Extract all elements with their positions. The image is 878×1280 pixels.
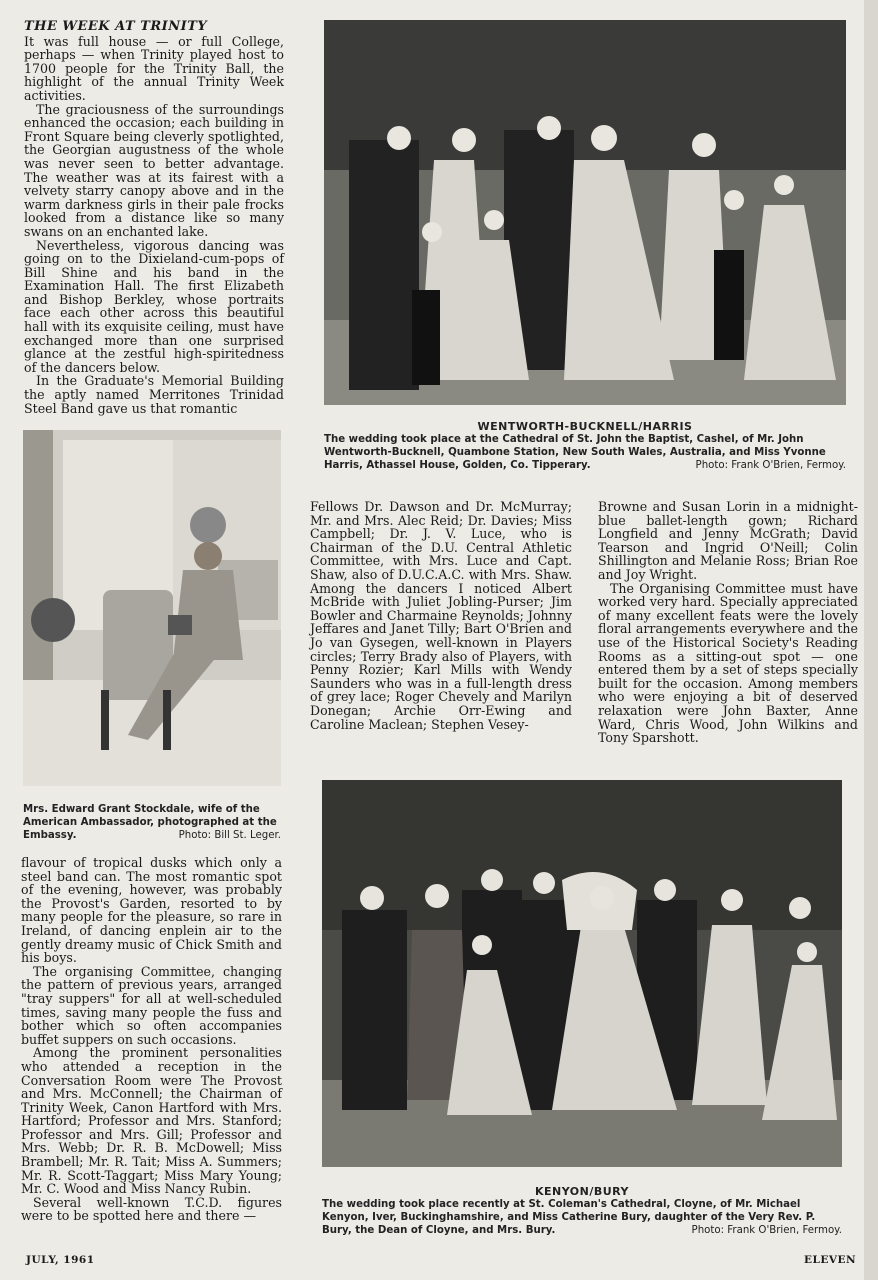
article-paragraph: flavour of tropical dusks which only a steel band can. The most romantic spot of the evening, however, was probably the Provost's Garden, resorted to by many people for the pleasure, so rare in Ireland, of dancing enplein air to the gently dreamy music of Chick Smith and his boys. <box>21 855 282 966</box>
photo-credit: Photo: Bill St. Leger. <box>178 830 281 841</box>
article-column-3 <box>598 500 858 745</box>
caption-text: The wedding took place at the Cathedral of St. John the Baptist, Cashel, of Mr. John Wentworth-Bucknell, Quambone Station, New South Wales, Australia, and Miss Yvonne Harris, Athassel House, Golden, Co. Tipperary. <box>324 434 826 471</box>
caption-text: The wedding took place recently at St. Coleman's Cathedral, Cloyne, of Mr. Michael Kenyon, Iver, Buckinghamshire, and Miss Catherine Bury, daughter of the Very Rev. P. Bury, the Dean of Cloyne, and Mrs. Bury. <box>322 1199 816 1236</box>
caption-title: WENTWORTH-BUCKNELL/HARRIS <box>477 420 693 433</box>
caption-text: Mrs. Edward Grant Stockdale, wife of the American Ambassador, photographed at the Embassy. <box>23 804 277 841</box>
article-paragraph: In the Graduate's Memorial Building the aptly named Merritones Trinidad Steel Band gave us that romantic <box>24 373 284 416</box>
article-paragraph: The Organising Committee must have worked very hard. Specially appreciated of many excellent feats were the lovely floral arrangements everywhere and the use of the Historical Society's Reading Rooms as a sitting-out spot — one entered them by a set of steps specially built for the occasion. Among members who were enjoying a bit of deserved relaxation were John Baxter, Anne Ward, Chris Wood, John Wilkins and Tony Sparshott. <box>598 580 858 746</box>
article-paragraph: Fellows Dr. Dawson and Dr. McMurray; Mr. and Mrs. Alec Reid; Dr. Davies; Miss Campbell; Dr. J. V. Luce, who is Chairman of the D.U. Central Athletic Committee, with Mrs. Luce and Capt. Shaw, also of D.U.C.A.C. with Mrs. Shaw. Among the dancers I noticed Albert McBride with Juliet Jobling-Purser; Jim Bowler and Charmaine Reynolds; Johnny Jeffares and Janet Tilly; Bart O'Brien and Jo van Gysegen, well-known in Players circles; Terry Brady also of Players, with Penny Rozier; Karl Mills with Wendy Saunders who was in a full-length dress of grey lace; Roger Chevely and Marilyn Donegan; Archie Orr-Ewing and Caroline Maclean; Stephen Vesey- <box>310 499 572 732</box>
article-paragraph: The graciousness of the surroundings enhanced the occasion; each building in Front Square being cleverly spotlighted, the Georgian augustness of the whole was never seen to better advantage. The weather was at its fairest with a velvety starry canopy above and in the warm darkness girls in their pale frocks looked from a distance like so many swans on an enchanted lake. <box>24 101 284 239</box>
article-column-1-lower <box>21 856 282 1223</box>
portrait-photo-stockdale <box>23 430 281 786</box>
footer-date: JULY, 1961 <box>26 1254 95 1266</box>
wedding-photo-wentworth-bucknell <box>324 20 846 405</box>
wedding-photo-kenyon-bury <box>322 780 842 1167</box>
article-paragraph: Nevertheless, vigorous dancing was going on to the Dixieland-cum-pops of Bill Shine and his band in the Examination Hall. The first Elizabeth and Bishop Berkley, whose portraits face each other across this beautiful hall with its exquisite ceiling, must have exchanged more than one surprised glance at the zestful high-spiritedness of the dancers below. <box>24 237 284 375</box>
article-paragraph: The organising Committee, changing the pattern of previous years, arranged "tray suppers" for all at well-scheduled times, saving many people the fuss and bother which so often accompanies buffet suppers on such occasions. <box>21 963 282 1047</box>
article-paragraph: Browne and Susan Lorin in a midnight-blue ballet-length gown; Richard Longfield and Jenny McGrath; David Tearson and Ingrid O'Neill; Colin Shillington and Melanie Ross; Brian Roe and Joy Wright. <box>598 499 858 582</box>
article-column-2 <box>310 500 572 731</box>
article-heading: THE WEEK AT TRINITY <box>24 19 208 34</box>
article-paragraph: Among the prominent personalities who attended a reception in the Conversation Room were The Provost and Mrs. McConnell; the Chairman of Trinity Week, Canon Hartford with Mrs. Hartford; Professor and Mrs. Stanford; Professor and Mrs. Gill; Professor and Mrs. Webb; Dr. R. B. McDowell; Miss Brambell; Mr. R. Tait; Miss A. Summers; Mr. R. Scott-Taggart; Miss Mary Young; Mr. C. Wood and Miss Nancy Rubin. <box>21 1045 282 1197</box>
photo-credit: Photo: Frank O'Brien, Fermoy. <box>695 460 846 471</box>
footer-page-number: ELEVEN <box>804 1254 857 1266</box>
photo-credit: Photo: Frank O'Brien, Fermoy. <box>691 1225 842 1236</box>
caption-portrait <box>23 803 281 842</box>
article-column-1-upper <box>24 20 284 415</box>
article-paragraph: It was full house — or full College, perhaps — when Trinity played host to 1700 people for the Trinity Ball, the highlight of the annual Trinity Week activities. <box>24 33 284 103</box>
page-edge <box>864 0 878 1280</box>
caption-title: KENYON/BURY <box>534 1185 630 1198</box>
caption-wedding-1 <box>324 420 846 472</box>
caption-wedding-2 <box>322 1185 842 1237</box>
article-paragraph: Several well-known T.C.D. figures were to be spotted here and there — <box>21 1194 282 1224</box>
